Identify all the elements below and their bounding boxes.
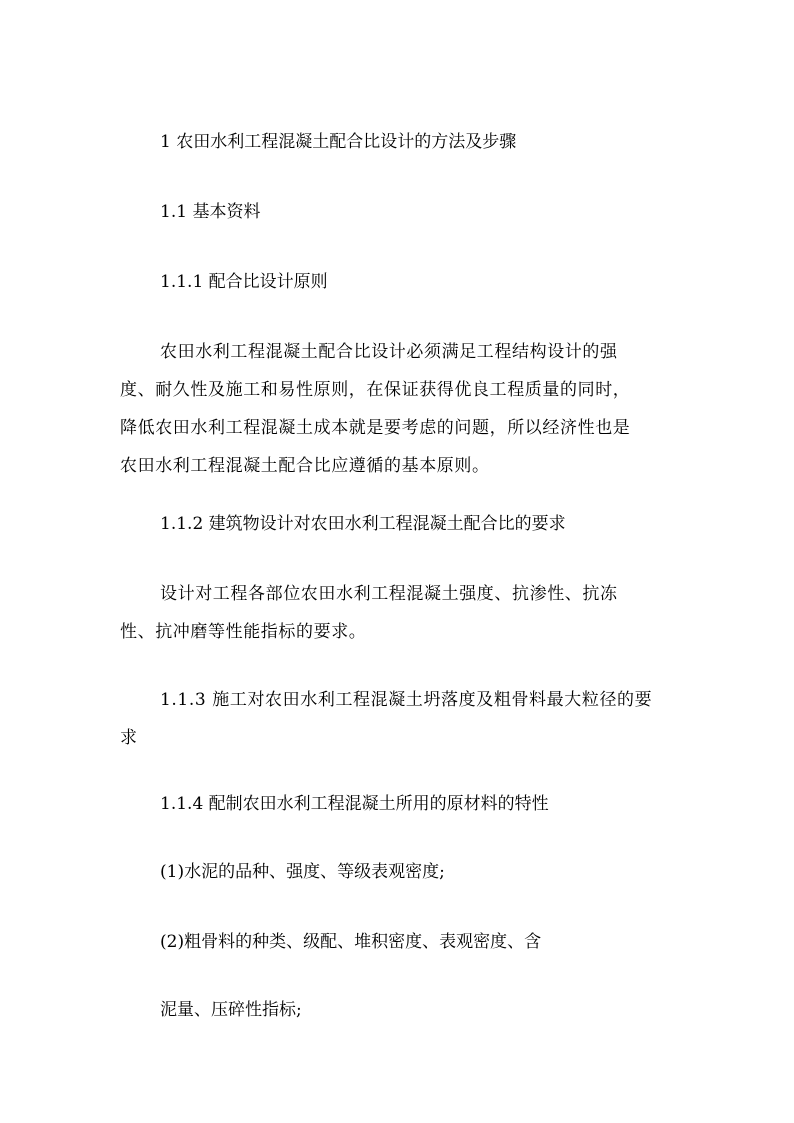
paragraph-line: 度、耐久性及施工和易性原则，在保证获得优良工程质量的同时， (120, 380, 631, 400)
paragraph-line: 降低农田水利工程混凝土成本就是要考虑的问题，所以经济性也是 (120, 418, 631, 438)
heading-1-1-3 (120, 681, 680, 757)
heading-1-1-2: 1.1.2 建筑物设计对农田水利工程混凝土配合比的要求 (160, 514, 566, 534)
paragraph-line: 性、抗冲磨等性能指标的要求。 (120, 622, 367, 642)
heading-line: 求 (120, 728, 138, 748)
paragraph-line: 农田水利工程混凝土配合比设计必须满足工程结构设计的强 (160, 342, 618, 362)
heading-1-1: 1.1 基本资料 (160, 202, 261, 222)
heading-1: 1 农田水利工程混凝土配合比设计的方法及步骤 (160, 132, 517, 152)
heading-1-1-4: 1.1.4 配制农田水利工程混凝土所用的原材料的特性 (160, 794, 549, 814)
paragraph-line: 设计对工程各部位农田水利工程混凝土强度、抗渗性、抗冻 (160, 584, 618, 604)
heading-1-1-1: 1.1.1 配合比设计原则 (160, 272, 328, 292)
list-item: (2)粗骨料的种类、级配、堆积密度、表观密度、含 (160, 932, 542, 952)
paragraph-line: 农田水利工程混凝土配合比应遵循的基本原则。 (120, 456, 490, 476)
list-item-continuation: 泥量、压碎性指标; (160, 1000, 302, 1020)
list-item: (1)水泥的品种、强度、等级表观密度; (160, 862, 445, 882)
heading-line: 1.1.3 施工对农田水利工程混凝土坍落度及粗骨料最大粒径的要 (160, 690, 653, 710)
paragraph-design-requirements (120, 575, 680, 651)
paragraph-design-principle (120, 333, 680, 485)
